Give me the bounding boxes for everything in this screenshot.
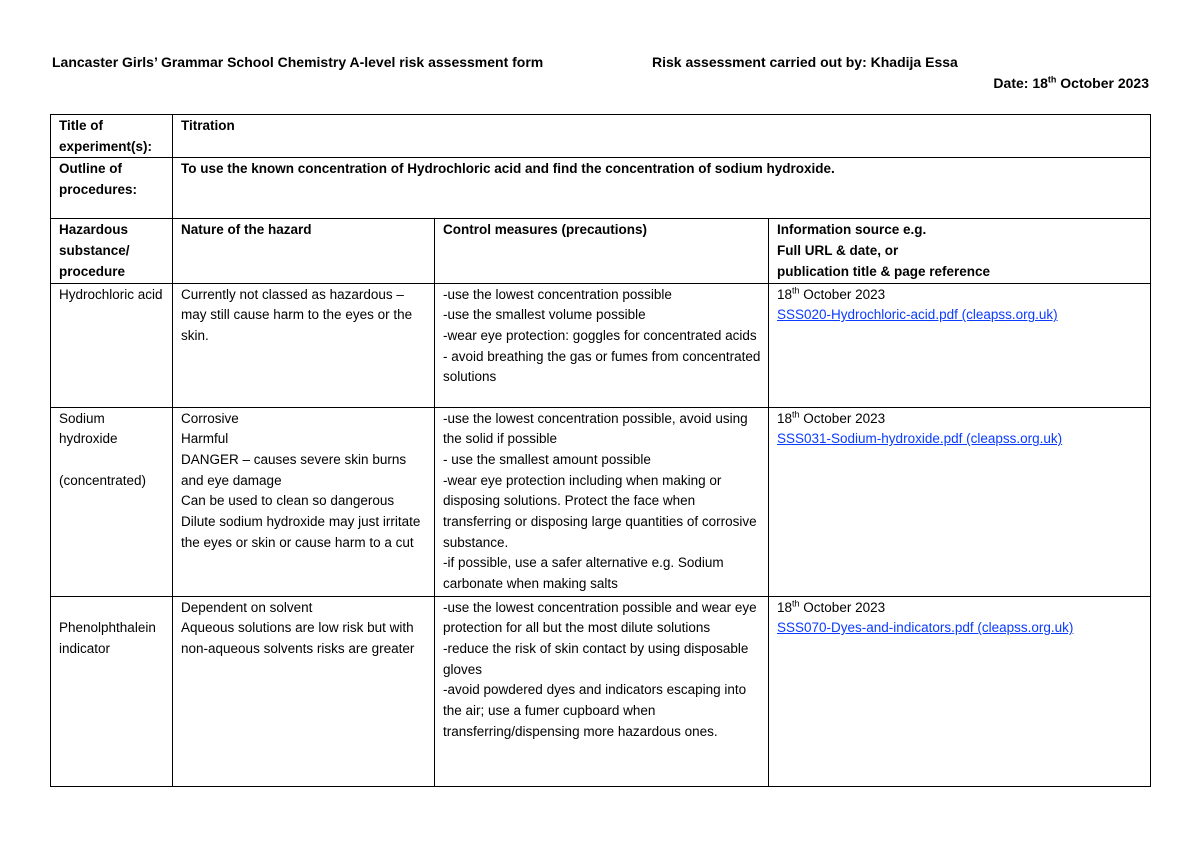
source-link[interactable]: SSS031-Sodium-hydroxide.pdf (cleapss.org.uk) (777, 431, 1063, 447)
hazard-cell: Currently not classed as hazardous – may still cause harm to the eyes or the skin. (173, 283, 435, 407)
table-row (51, 407, 1151, 596)
control-cell: -use the lowest concentration possible and wear eye protection for all but the most dilute solutions -reduce the risk of skin contact by using disposable gloves -avoid powdered dyes and indicators escaping into the air; use a fumer cupboard when transferring/dispensing more hazardous ones. (435, 596, 769, 786)
col-source-header: Information source e.g. Full URL & date, or publication title & page reference (769, 219, 1151, 283)
substance-cell: Hydrochloric acid (51, 283, 173, 407)
title-label: Title of experiment(s): (51, 115, 173, 158)
outline-row (51, 158, 1151, 219)
column-header-row (51, 219, 1151, 283)
col-substance-header: Hazardous substance/ procedure (51, 219, 173, 283)
table-row (51, 283, 1151, 407)
source-link[interactable]: SSS020-Hydrochloric-acid.pdf (cleapss.org.uk) (777, 307, 1058, 323)
outline-label: Outline of procedures: (51, 158, 173, 219)
control-cell: -use the lowest concentration possible -use the smallest volume possible -wear eye protection: goggles for concentrated acids - avoid breathing the gas or fumes from concentrated solutions (435, 283, 769, 407)
source-cell: 18th October 2023 SSS020-Hydrochloric-acid.pdf (cleapss.org.uk) (769, 283, 1151, 407)
source-cell: 18th October 2023 SSS070-Dyes-and-indicators.pdf (cleapss.org.uk) (769, 596, 1151, 786)
substance-cell: Sodium hydroxide (concentrated) (51, 407, 173, 596)
control-cell: -use the lowest concentration possible, avoid using the solid if possible - use the smallest amount possible -wear eye protection including when making or disposing solutions. Protect the face when transferring or disposing large quantities of corrosive substance. -if possible, use a safer alternative e.g. Sodium carbonate when making salts (435, 407, 769, 596)
col-hazard-header: Nature of the hazard (173, 219, 435, 283)
hazard-cell: Dependent on solvent Aqueous solutions are low risk but with non-aqueous solvents risks are greater (173, 596, 435, 786)
assessor-line: Risk assessment carried out by: Khadija Essa (652, 54, 958, 70)
form-title: Lancaster Girls’ Grammar School Chemistry A-level risk assessment form (52, 54, 544, 70)
substance-cell: Phenolphthalein indicator (51, 596, 173, 786)
table-row (51, 596, 1151, 786)
risk-assessment-table (50, 114, 1151, 787)
col-control-header: Control measures (precautions) (435, 219, 769, 283)
title-value: Titration (173, 115, 1151, 158)
title-row (51, 115, 1151, 158)
source-cell: 18th October 2023 SSS031-Sodium-hydroxide.pdf (cleapss.org.uk) (769, 407, 1151, 596)
outline-value: To use the known concentration of Hydrochloric acid and find the concentration of sodium hydroxide. (173, 158, 1151, 219)
source-link[interactable]: SSS070-Dyes-and-indicators.pdf (cleapss.org.uk) (777, 620, 1074, 636)
date-line: Date: 18th October 2023 (993, 74, 1149, 91)
hazard-cell: Corrosive Harmful DANGER – causes severe skin burns and eye damage Can be used to clean so dangerous Dilute sodium hydroxide may just irritate the eyes or skin or cause harm to a cut (173, 407, 435, 596)
